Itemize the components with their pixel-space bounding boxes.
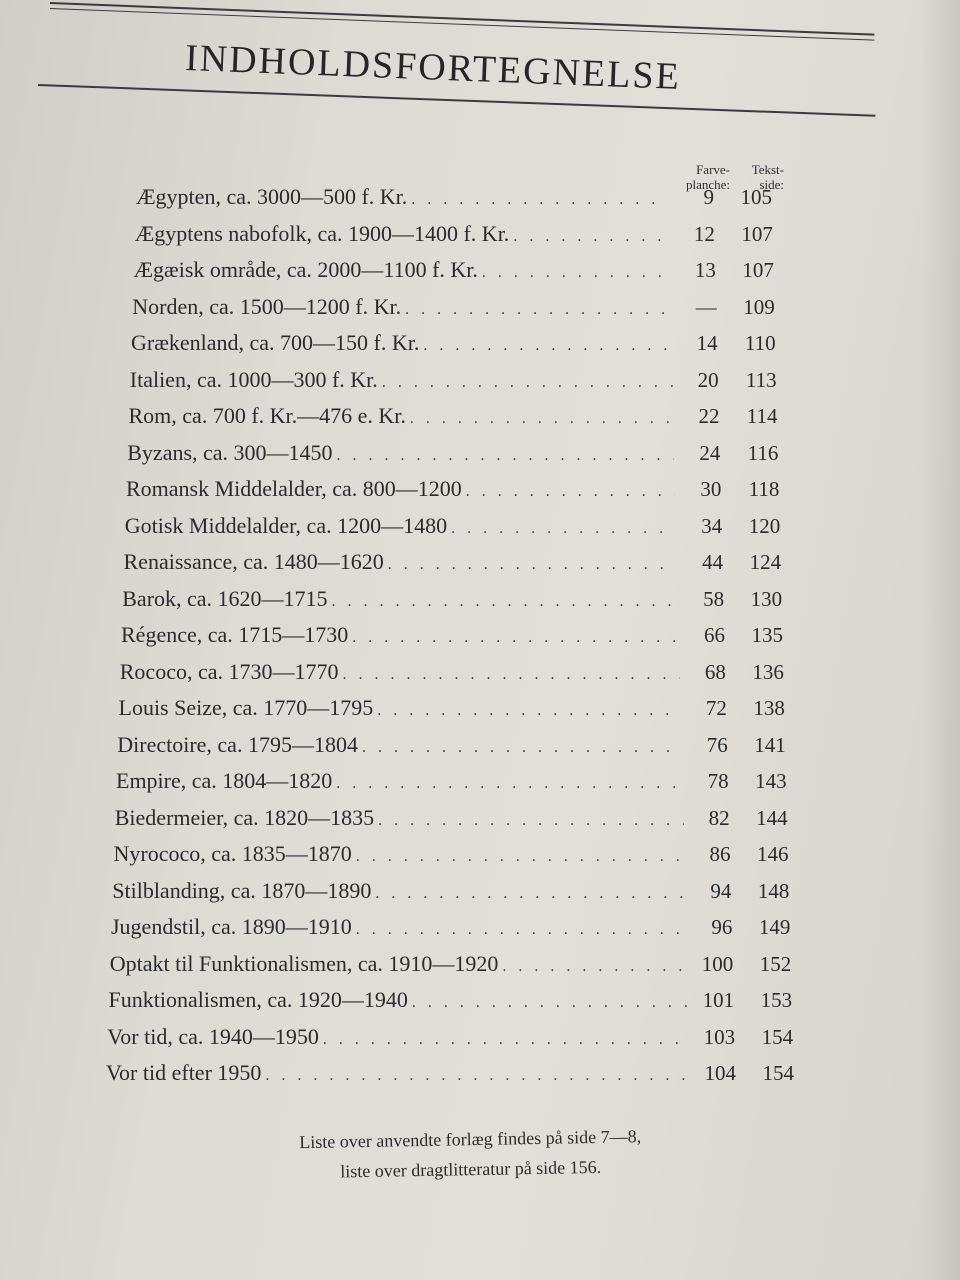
toc-entry-tekstside: 154 — [761, 1024, 794, 1049]
toc-entry-farveplanche: 34 — [701, 513, 723, 538]
dot-leader — [382, 374, 673, 392]
toc-entry-farveplanche: 20 — [697, 367, 719, 392]
toc-entry-title: Barok, ca. 1620—1715 — [122, 585, 328, 611]
toc-entry-title: Gotisk Middelalder, ca. 1200—1480 — [124, 512, 448, 538]
toc-entry-farveplanche: 12 — [693, 221, 715, 246]
toc-entry-tekstside: 109 — [743, 294, 775, 319]
dot-leader — [502, 958, 687, 976]
toc-entry — [130, 367, 777, 397]
dot-leader — [466, 483, 676, 501]
dot-leader — [378, 812, 683, 830]
toc-entry-title: Romansk Middelalder, ca. 800—1200 — [126, 476, 462, 501]
dot-leader — [342, 666, 679, 684]
tekstside-column-header: Tekst- side: — [751, 162, 784, 192]
toc-entry-farveplanche: 72 — [705, 696, 727, 720]
farveplanche-column-header: Farve- planche: — [685, 162, 730, 192]
toc-entry-farveplanche: 44 — [702, 550, 724, 574]
toc-entry-tekstside: 113 — [745, 367, 777, 392]
footer-note — [250, 1120, 691, 1188]
toc-entry-tekstside: 148 — [757, 878, 790, 903]
toc-entry-farveplanche: 96 — [711, 915, 733, 939]
toc-entry-tekstside: 154 — [762, 1061, 794, 1085]
toc-entry-title: Rom, ca. 700 f. Kr.—476 e. Kr. — [128, 403, 406, 428]
dot-leader — [265, 1067, 690, 1085]
footer-line-1: Liste over anvendte forlæg findes på side 7—8, — [299, 1126, 642, 1153]
toc-entry-farveplanche: 104 — [704, 1061, 736, 1085]
toc-entry-title: Grækenland, ca. 700—150 f. Kr. — [131, 330, 420, 355]
dot-leader — [332, 593, 679, 611]
toc-entry-title: Biedermeier, ca. 1820—1835 — [114, 804, 375, 830]
toc-entry — [136, 184, 772, 214]
toc-entry — [109, 987, 793, 1017]
dot-leader — [410, 410, 674, 428]
toc-entry-farveplanche: 94 — [710, 878, 732, 903]
toc-entry-tekstside: 135 — [751, 623, 783, 647]
toc-entry-farveplanche: 76 — [706, 732, 728, 757]
dot-leader — [423, 337, 671, 355]
toc-entry-title: Norden, ca. 1500—1200 f. Kr. — [132, 293, 402, 319]
dot-leader — [388, 556, 677, 574]
dot-leader — [356, 848, 685, 866]
toc-entry — [127, 440, 778, 470]
toc-entry-tekstside: 153 — [760, 988, 793, 1012]
toc-entry — [131, 330, 776, 360]
toc-entry-title: Byzans, ca. 300—1450 — [127, 439, 333, 465]
toc-entry-tekstside: 144 — [756, 805, 788, 830]
toc-entry-tekstside: 136 — [752, 659, 784, 684]
toc-entry — [115, 805, 788, 835]
dot-leader — [362, 739, 682, 757]
toc-entry-title: Stilblanding, ca. 1870—1890 — [112, 877, 372, 903]
toc-entry-title: Italien, ca. 1000—300 f. Kr. — [129, 366, 378, 392]
toc-entry-farveplanche: 68 — [704, 659, 726, 684]
toc-entry — [126, 476, 779, 506]
toc-entry-title: Nyrococo, ca. 1835—1870 — [113, 841, 352, 866]
toc-entry — [132, 294, 775, 324]
toc-entry — [121, 622, 783, 652]
toc-entry-title: Jugendstil, ca. 1890—1910 — [111, 914, 352, 939]
toc-entry-farveplanche: 14 — [696, 331, 718, 355]
toc-entry-farveplanche: 30 — [700, 477, 722, 501]
toc-entry-farveplanche: 66 — [704, 623, 725, 647]
toc-entry — [134, 257, 774, 287]
dot-leader — [337, 447, 675, 465]
toc-entry — [114, 841, 789, 871]
toc-entry-tekstside: 107 — [741, 221, 773, 246]
toc-entry — [119, 695, 785, 725]
toc-entry-farveplanche: 24 — [699, 440, 721, 465]
toc-entry-tekstside: 107 — [742, 258, 774, 282]
toc-entry — [112, 878, 789, 908]
toc-entry-title: Directoire, ca. 1795—1804 — [117, 731, 358, 757]
toc-entry — [111, 914, 790, 944]
toc-entry — [124, 549, 782, 579]
toc-entry-title: Ægypten, ca. 3000—500 f. Kr. — [136, 184, 408, 209]
toc-entry — [116, 768, 787, 798]
toc-entry-title: Vor tid, ca. 1940—1950 — [107, 1023, 319, 1049]
toc-entry — [110, 951, 792, 981]
toc-entry-title: Louis Seize, ca. 1770—1795 — [118, 695, 374, 720]
toc-entry-tekstside: 141 — [754, 732, 786, 757]
footer-line-2: liste over dragtlitteratur på side 156. — [340, 1156, 602, 1182]
toc-entry-farveplanche: 100 — [701, 951, 734, 976]
toc-entry — [122, 586, 782, 616]
toc-entry-farveplanche: 101 — [702, 988, 735, 1012]
toc-entry-tekstside: 152 — [759, 951, 792, 976]
toc-entry-tekstside: 120 — [748, 513, 781, 538]
dot-leader — [375, 885, 685, 903]
dot-leader — [513, 228, 669, 246]
toc-entry-tekstside: 114 — [746, 404, 778, 428]
dot-leader — [451, 520, 676, 538]
toc-entry-title: Rococo, ca. 1730—1770 — [119, 658, 339, 684]
toc-entry-title: Vor tid efter 1950 — [106, 1060, 262, 1085]
toc-entry — [106, 1060, 794, 1090]
toc-entry-farveplanche: 13 — [694, 258, 716, 282]
toc-entry-tekstside: 116 — [747, 440, 779, 465]
toc-entry-tekstside: 118 — [748, 477, 780, 501]
toc-entry-farveplanche: 22 — [698, 404, 720, 428]
page-title: INDHOLDSFORTEGNELSE — [184, 36, 682, 99]
toc-entry-tekstside: 146 — [757, 842, 789, 866]
dot-leader — [405, 301, 671, 319]
toc-entry-farveplanche: 82 — [708, 805, 730, 830]
toc-entry-title: Empire, ca. 1804—1820 — [116, 768, 333, 793]
toc-entry-tekstside: 143 — [755, 769, 787, 793]
toc-entry-title: Renaissance, ca. 1480—1620 — [123, 549, 384, 574]
toc-entry — [135, 221, 773, 251]
toc-entry — [107, 1024, 793, 1054]
toc-entry-farveplanche: — — [695, 294, 717, 319]
toc-entry-title: Ægæisk område, ca. 2000—1100 f. Kr. — [133, 257, 478, 282]
toc-entry-tekstside: 149 — [758, 915, 791, 939]
toc-entry-farveplanche: 78 — [707, 769, 729, 793]
toc-entry — [120, 659, 784, 689]
toc-entry — [129, 403, 778, 433]
toc-entry-tekstside: 124 — [749, 550, 782, 574]
toc-entry-farveplanche: 58 — [703, 586, 725, 611]
toc-entry-title: Funktionalismen, ca. 1920—1940 — [108, 987, 408, 1012]
toc-entry-farveplanche: 86 — [709, 842, 731, 866]
dot-leader — [482, 264, 670, 282]
dot-leader — [356, 921, 687, 939]
toc-entry-tekstside: 110 — [744, 331, 776, 355]
toc-entry — [117, 732, 786, 762]
dot-leader — [412, 994, 688, 1012]
dot-leader — [352, 629, 679, 647]
dot-leader — [377, 702, 681, 720]
toc-entry-tekstside: 105 — [740, 185, 772, 209]
toc-entry — [125, 513, 781, 543]
toc-entry-tekstside: 138 — [753, 696, 785, 720]
dot-leader — [323, 1031, 689, 1049]
dot-leader — [411, 191, 668, 209]
toc-entry-tekstside: 130 — [750, 586, 783, 611]
toc-entry-farveplanche: 103 — [703, 1024, 736, 1049]
toc-entry-title: Régence, ca. 1715—1730 — [121, 622, 349, 647]
dot-leader — [336, 775, 682, 793]
toc-entry-title: Ægyptens nabofolk, ca. 1900—1400 f. Kr. — [134, 220, 510, 246]
toc-entry-farveplanche: 9 — [703, 185, 714, 209]
toc-entry-title: Optakt til Funktionalismen, ca. 1910—1920 — [109, 950, 499, 976]
